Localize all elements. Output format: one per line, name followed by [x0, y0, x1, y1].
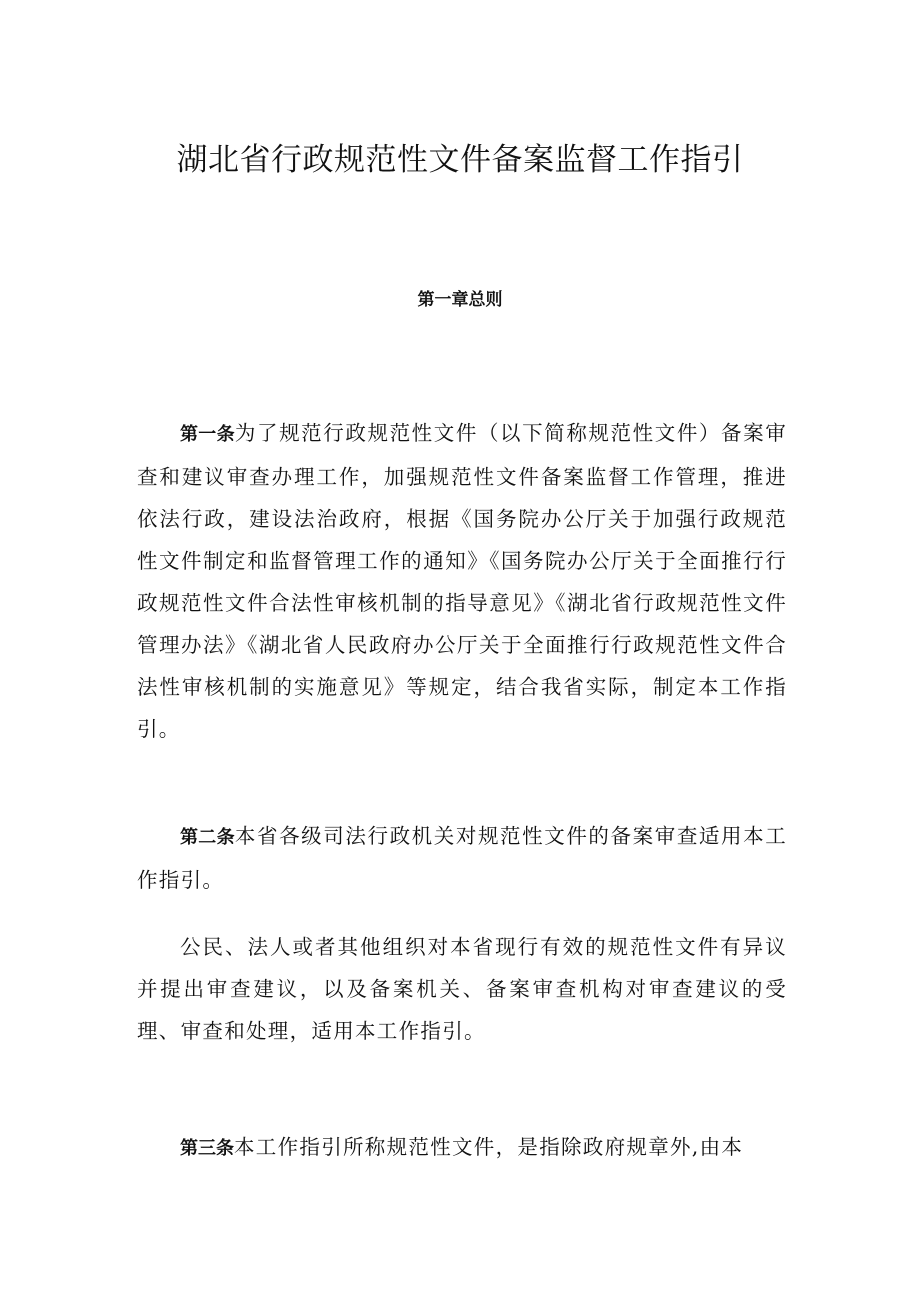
article-label: 第二条	[180, 827, 235, 848]
article-text: 本省各级司法行政机关对规范性文件的备案审查适用本工作指引。	[137, 824, 787, 892]
article-label: 第三条	[180, 1138, 234, 1159]
article-text: 本工作指引所称规范性文件，是指除政府规章外,由本	[234, 1135, 744, 1159]
article-paragraph	[137, 815, 787, 901]
article-text: 为了规范行政规范性文件（以下简称规范性文件）备案审查和建议审查办理工作，加强规范性文件备案监督工作管理，推进依法行政，建设法治政府，根据《国务院办公厅关于加强行政规范性文件制定和监督管理工作的通知》《国务院办公厅关于全面推行行政规范性文件合法性审核机制的指导意见》《湖北省行政规范性文件管理办法》《湖北省人民政府办公厅关于全面推行行政规范性文件合法性审核机制的实施意见》等规定，结合我省实际，制定本工作指引。	[137, 421, 787, 741]
document-title: 湖北省行政规范性文件备案监督工作指引	[176, 142, 744, 178]
body-paragraph	[137, 926, 787, 1052]
paragraph-text: 公民、法人或者其他组织对本省现行有效的规范性文件有异议并提出审查建议，以及备案机关、备案审查机构对审查建议的受理、审查和处理，适用本工作指引。	[137, 935, 787, 1043]
article-paragraph	[137, 412, 787, 750]
article-label: 第一条	[180, 424, 235, 445]
article-paragraph	[137, 1126, 787, 1170]
chapter-title: 第一章总则	[417, 290, 503, 310]
